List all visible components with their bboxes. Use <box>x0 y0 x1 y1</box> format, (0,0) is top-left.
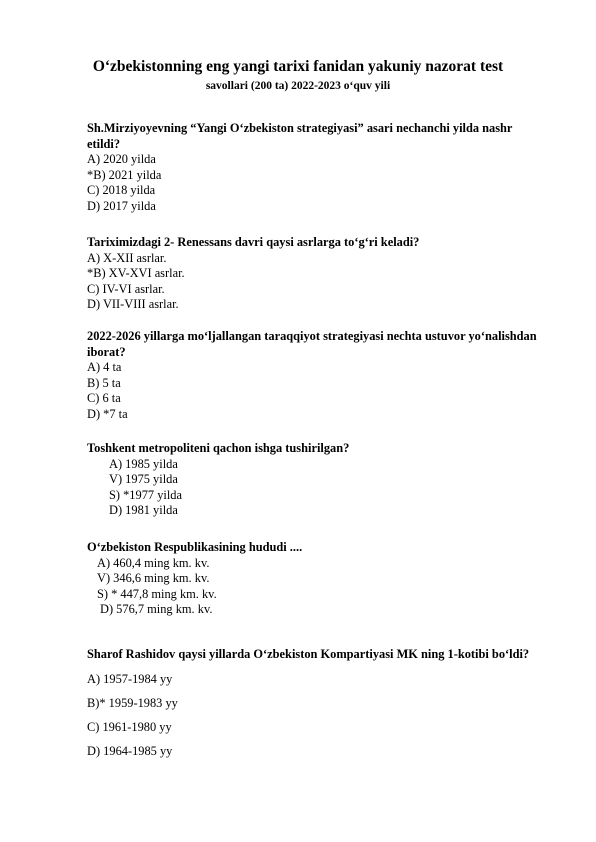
option-a: A) 460,4 ming km. kv. <box>97 555 210 570</box>
option-c: C) 6 ta <box>87 391 121 405</box>
option-c: C) IV-VI asrlar. <box>87 281 165 296</box>
question-stem: 2022-2026 yillarga mo‘ljallangan taraqqiyot strategiyasi nechta ustuvor yo‘nalishdan iborat? <box>87 329 537 359</box>
option-c: C) 1961-1980 yy <box>87 720 172 734</box>
option-a: A) 1985 yilda <box>109 456 178 471</box>
option-d: D) VII-VIII asrlar. <box>87 297 179 311</box>
question-stem: Sh.Mirziyoyevning “Yangi O‘zbekiston strategiyasi” asari nechanchi yilda nashr etildi? <box>87 121 513 151</box>
option-d: D) 2017 yilda <box>87 198 156 213</box>
option-d: D) 1964-1985 yy <box>87 744 173 758</box>
question-2 <box>87 235 537 313</box>
option-b: *B) XV-XVI asrlar. <box>87 266 185 280</box>
option-b: B)* 1959-1983 yy <box>87 696 178 710</box>
question-stem: Sharof Rashidov qaysi yillarda O‘zbekiston Kompartiyasi MK ning 1-kotibi bo‘ldi? <box>87 647 530 661</box>
document-subtitle: savollari (200 ta) 2022-2023 o‘quv yili <box>205 80 391 92</box>
option-a: A) X-XII asrlar. <box>87 250 167 265</box>
question-stem: O‘zbekiston Respublikasining hududi .... <box>87 540 303 554</box>
question-5 <box>87 540 537 618</box>
question-4 <box>87 441 537 519</box>
option-b: *B) 2021 yilda <box>87 167 162 182</box>
document-title: O‘zbekistonning eng yangi tarixi fanidan yakuniy nazorat test <box>92 58 504 75</box>
option-v: V) 346,6 ming km. kv. <box>97 571 210 585</box>
option-v: V) 1975 yilda <box>109 472 178 486</box>
option-d: D) *7 ta <box>87 406 128 421</box>
question-1 <box>87 121 537 214</box>
option-a: A) 1957-1984 yy <box>87 672 173 686</box>
question-3 <box>87 329 537 422</box>
option-c: C) 2018 yilda <box>87 183 156 197</box>
option-a: A) 2020 yilda <box>87 152 156 166</box>
option-d: D) 1981 yilda <box>109 503 178 517</box>
option-d: D) 576,7 ming km. kv. <box>100 602 213 616</box>
question-stem: Toshkent metropoliteni qachon ishga tushirilgan? <box>87 441 350 455</box>
option-s: S) * 447,8 ming km. kv. <box>97 586 217 601</box>
option-b: B) 5 ta <box>87 375 121 390</box>
option-s: S) *1977 yilda <box>109 487 182 502</box>
question-stem: Tariximizdagi 2- Renessans davri qaysi asrlarga to‘g‘ri keladi? <box>87 235 420 249</box>
option-a: A) 4 ta <box>87 360 122 374</box>
question-6 <box>87 646 537 759</box>
